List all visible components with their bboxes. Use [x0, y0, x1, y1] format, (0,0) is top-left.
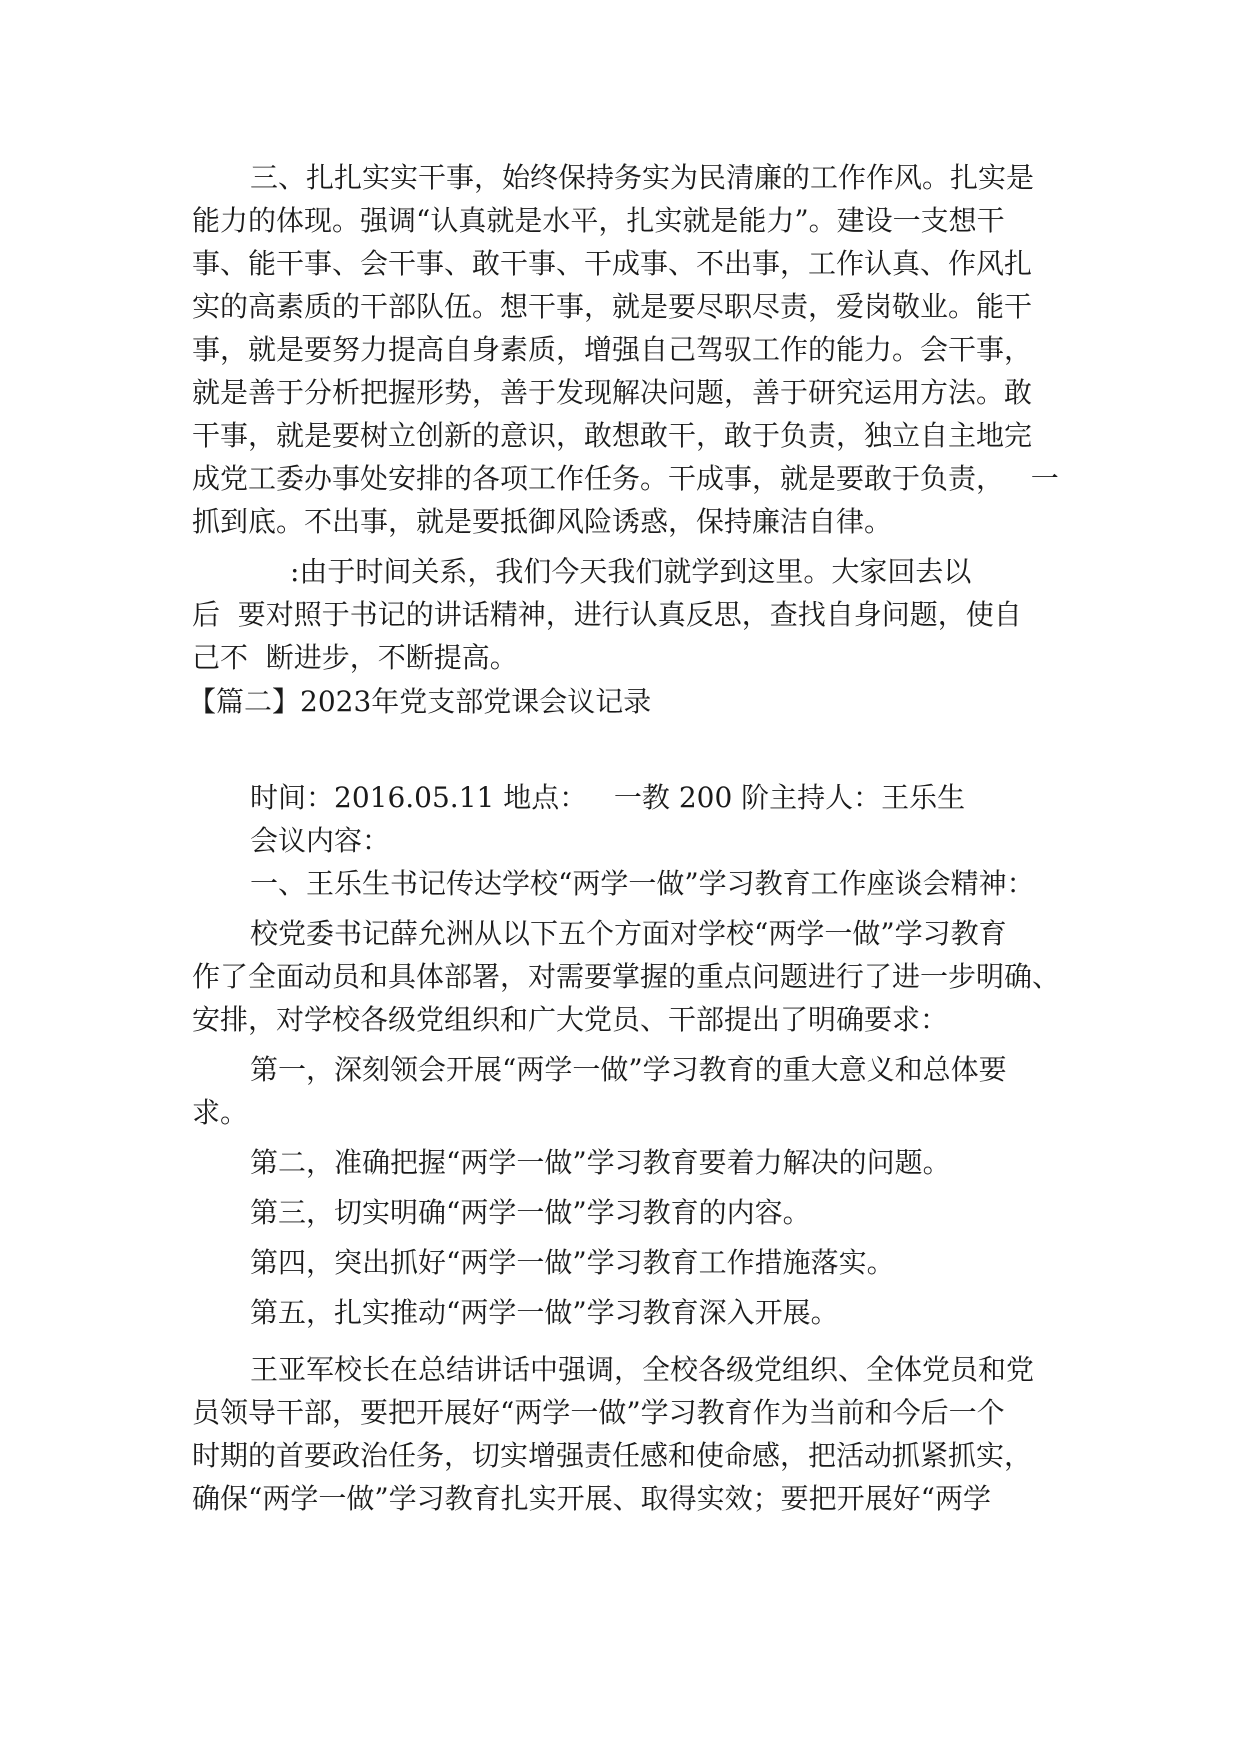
paragraph1-line-2: 作了全面动员和具体部署，对需要掌握的重点问题进行了进一步明确、 [192, 960, 1061, 993]
point4: 第四，突出抓好“两学一做”学习教育工作措施落实。 [250, 1246, 895, 1279]
point1-line-1: 第一，深刻领会开展“两学一做”学习教育的重大意义和总体要 [250, 1053, 1007, 1086]
meeting-info-line: 时间：2016.05.11 地点： 一教 200 阶主持人：王乐生 [250, 781, 966, 814]
section3-line-7: 干事，就是要树立创新的意识，敢想敢干，敢于负责，独立自主地完 [192, 419, 1033, 452]
section3-line-8: 成党工委办事处安排的各项工作任务。干成事，就是要敢于负责， 一 [192, 462, 1059, 495]
closing-line-1: :由于时间关系，我们今天我们就学到这里。大家回去以 [290, 555, 972, 588]
section3-line-3: 事、能干事、会干事、敢干事、干成事、不出事，工作认真、作风扎 [192, 247, 1033, 280]
part2-heading: 【篇二】2023年党支部党课会议记录 [188, 685, 652, 718]
closing-line-3: 己不 断进步，不断提高。 [192, 641, 518, 674]
meeting-content-label: 会议内容： [250, 824, 391, 857]
point2: 第二，准确把握“两学一做”学习教育要着力解决的问题。 [250, 1146, 951, 1179]
section3-line-1: 三、扎扎实实干事，始终保持务实为民清廉的工作作风。扎实是 [250, 161, 1035, 194]
section3-line-2: 能力的体现。强调“认真就是水平，扎实就是能力”。建设一支想干 [192, 204, 1005, 237]
closing-line-2: 后 要对照于书记的讲话精神，进行认真反思，查找自身问题，使自 [192, 598, 1022, 631]
point3: 第三，切实明确“两学一做”学习教育的内容。 [250, 1196, 811, 1229]
paragraph2-line-3: 时期的首要政治任务，切实增强责任感和使命感，把活动抓紧抓实， [192, 1439, 1033, 1472]
meeting-item1-title: 一、王乐生书记传达学校“两学一做”学习教育工作座谈会精神： [250, 867, 1035, 900]
section3-line-6: 就是善于分析把握形势，善于发现解决问题，善于研究运用方法。敢 [192, 376, 1033, 409]
paragraph2-line-4: 确保“两学一做”学习教育扎实开展、取得实效；要把开展好“两学 [192, 1482, 991, 1515]
paragraph2-line-2: 员领导干部，要把开展好“两学一做”学习教育作为当前和今后一个 [192, 1396, 1005, 1429]
point5: 第五，扎实推动“两学一做”学习教育深入开展。 [250, 1296, 839, 1329]
section3-line-4: 实的高素质的干部队伍。想干事，就是要尽职尽责，爱岗敬业。能干 [192, 290, 1033, 323]
section3-line-9: 抓到底。不出事，就是要抵御风险诱惑，保持廉洁自律。 [192, 505, 893, 538]
paragraph1-line-1: 校党委书记薛允洲从以下五个方面对学校“两学一做”学习教育 [250, 917, 1007, 950]
paragraph1-line-3: 安排，对学校各级党组织和广大党员、干部提出了明确要求： [192, 1003, 949, 1036]
section3-line-5: 事，就是要努力提高自身素质，增强自己驾驭工作的能力。会干事， [192, 333, 1033, 366]
point1-line-2: 求。 [192, 1096, 249, 1129]
paragraph2-line-1: 王亚军校长在总结讲话中强调，全校各级党组织、全体党员和党 [250, 1353, 1035, 1386]
